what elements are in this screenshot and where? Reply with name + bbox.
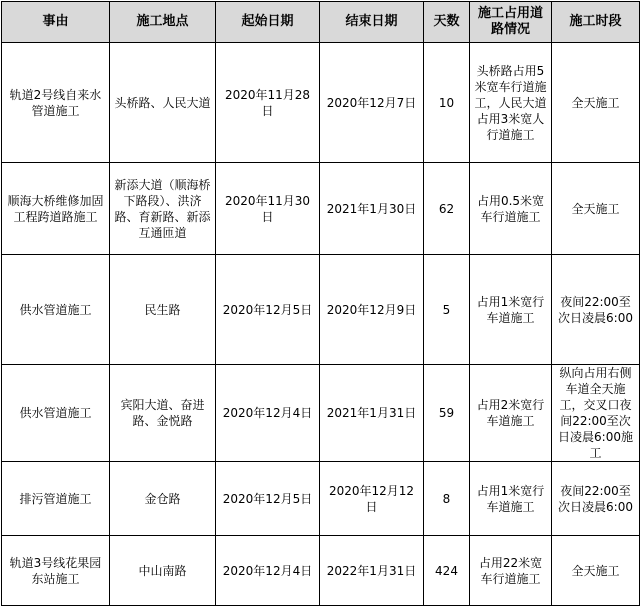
cell-road-usage: 占用2米宽行车道施工 xyxy=(470,365,552,462)
cell-event: 供水管道施工 xyxy=(2,365,110,462)
cell-days: 5 xyxy=(424,255,470,365)
cell-period: 全天施工 xyxy=(552,536,640,606)
cell-location: 民生路 xyxy=(110,255,216,365)
cell-days: 62 xyxy=(424,163,470,255)
cell-event: 轨道3号线花果园东站施工 xyxy=(2,536,110,606)
cell-location: 中山南路 xyxy=(110,536,216,606)
cell-end-date: 2020年12月9日 xyxy=(320,255,424,365)
table-row xyxy=(2,255,640,365)
header-start-date: 起始日期 xyxy=(216,2,320,43)
cell-location: 头桥路、人民大道 xyxy=(110,43,216,163)
cell-event: 排污管道施工 xyxy=(2,462,110,536)
cell-start-date: 2020年12月5日 xyxy=(216,255,320,365)
header-event: 事由 xyxy=(2,2,110,43)
table-row xyxy=(2,365,640,462)
cell-end-date: 2020年12月12日 xyxy=(320,462,424,536)
cell-start-date: 2020年11月28日 xyxy=(216,43,320,163)
cell-start-date: 2020年11月30日 xyxy=(216,163,320,255)
table-row xyxy=(2,43,640,163)
cell-road-usage: 占用1米宽行车道施工 xyxy=(470,255,552,365)
cell-period: 全天施工 xyxy=(552,43,640,163)
cell-end-date: 2022年1月31日 xyxy=(320,536,424,606)
cell-road-usage: 头桥路占用5米宽车行道施工，人民大道占用3米宽人行道施工 xyxy=(470,43,552,163)
cell-days: 10 xyxy=(424,43,470,163)
cell-location: 金仓路 xyxy=(110,462,216,536)
cell-location: 宾阳大道、奋进路、金悦路 xyxy=(110,365,216,462)
cell-road-usage: 占用1米宽行车道施工 xyxy=(470,462,552,536)
cell-period: 纵向占用右侧车道全天施工，交叉口夜间22:00至次日凌晨6:00施工 xyxy=(552,365,640,462)
header-days: 天数 xyxy=(424,2,470,43)
cell-period: 夜间22:00至次日凌晨6:00 xyxy=(552,255,640,365)
cell-start-date: 2020年12月4日 xyxy=(216,365,320,462)
cell-period: 夜间22:00至次日凌晨6:00 xyxy=(552,462,640,536)
header-location: 施工地点 xyxy=(110,2,216,43)
header-end-date: 结束日期 xyxy=(320,2,424,43)
cell-start-date: 2020年12月5日 xyxy=(216,462,320,536)
cell-end-date: 2021年1月30日 xyxy=(320,163,424,255)
cell-event: 供水管道施工 xyxy=(2,255,110,365)
cell-period: 全天施工 xyxy=(552,163,640,255)
header-road-usage: 施工占用道路情况 xyxy=(470,2,552,43)
construction-notice-table xyxy=(1,1,640,606)
cell-event: 顺海大桥维修加固工程跨道路施工 xyxy=(2,163,110,255)
cell-end-date: 2020年12月7日 xyxy=(320,43,424,163)
cell-days: 424 xyxy=(424,536,470,606)
cell-location: 新添大道（顺海桥下路段）、洪济路、育新路、新添互通匝道 xyxy=(110,163,216,255)
table-row xyxy=(2,163,640,255)
header-row xyxy=(2,2,640,43)
cell-event: 轨道2号线自来水管道施工 xyxy=(2,43,110,163)
cell-days: 59 xyxy=(424,365,470,462)
table-row xyxy=(2,536,640,606)
table-row xyxy=(2,462,640,536)
cell-road-usage: 占用0.5米宽车行道施工 xyxy=(470,163,552,255)
cell-start-date: 2020年12月4日 xyxy=(216,536,320,606)
header-period: 施工时段 xyxy=(552,2,640,43)
cell-end-date: 2021年1月31日 xyxy=(320,365,424,462)
cell-days: 8 xyxy=(424,462,470,536)
cell-road-usage: 占用22米宽车行道施工 xyxy=(470,536,552,606)
